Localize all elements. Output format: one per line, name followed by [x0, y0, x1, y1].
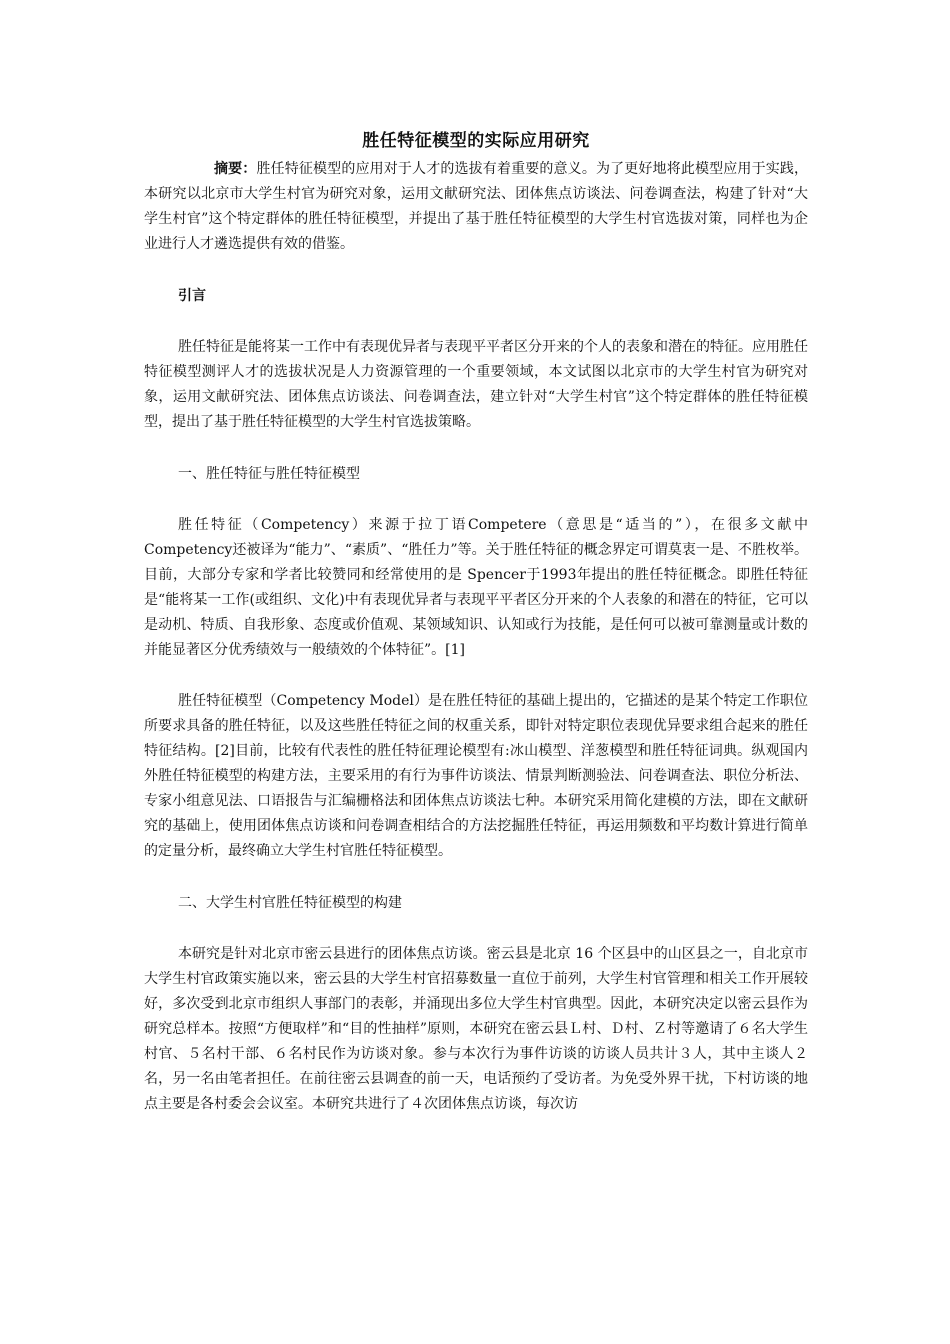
abstract-label: 摘要：	[214, 161, 257, 177]
document-page	[144, 126, 808, 1117]
section1-paragraph-1: 胜任特征（Competency）来源于拉丁语Competere（意思是“适当的”），在很多文献中Competency还被译为“能力”、“素质”、“胜任力”等。关于胜任特征的概念界定可谓莫衷一是、不胜枚举。目前，大部分专家和学者比较赞同和经常使用的是 Spencer于1993年提出的胜任特征概念。即胜任特征是“能将某一工作(或组织、文化)中有表现优异者与表现平平者区分开来的个人表象的和潜在的特征，它可以是动机、特质、自我形象、态度或价值观、某领域知识、认知或行为技能，是任何可以被可靠测量或计数的并能显著区分优秀绩效与一般绩效的个体特征”。[1]	[144, 517, 808, 658]
section1-paragraph-2: 胜任特征模型（Competency Model）是在胜任特征的基础上提出的，它描述的是某个特定工作职位所要求具备的胜任特征，以及这些胜任特征之间的权重关系，即针对特定职位表现优异要求组合起来的胜任特征结构。[2]目前，比较有代表性的胜任特征理论模型有:冰山模型、洋葱模型和胜任特征词典。纵观国内外胜任特征模型的构建方法，主要采用的有行为事件访谈法、情景判断测验法、问卷调查法、职位分析法、专家小组意见法、口语报告与汇编栅格法和团体焦点访谈法七种。本研究采用简化建模的方法，即在文献研究的基础上，使用团体焦点访谈和问卷调查相结合的方法挖掘胜任特征，再运用频数和平均数计算进行简单的定量分析，最终确立大学生村官胜任特征模型。	[144, 693, 808, 859]
section1-heading: 一、胜任特征与胜任特征模型	[178, 466, 360, 482]
section2-paragraph-1: 本研究是针对北京市密云县进行的团体焦点访谈。密云县是北京 16 个区县中的山区县之一，自北京市大学生村官政策实施以来，密云县的大学生村官招募数量一直位于前列，大学生村官管理和相关工作开展较好，多次受到北京市组织人事部门的表彰，并涌现出多位大学生村官典型。因此，本研究决定以密云县作为研究总样本。按照“方便取样”和“目的性抽样”原则，本研究在密云县Ｌ村、Ｄ村、Ｚ村等邀请了６名大学生村官、５名村干部、６名村民作为访谈对象。参与本次行为事件访谈的访谈人员共计３人，其中主谈人２名，另一名由笔者担任。在前往密云县调查的前一天，电话预约了受访者。为免受外界干扰，下村访谈的地点主要是各村委会会议室。本研究共进行了４次团体焦点访谈，每次访	[144, 946, 808, 1112]
section2-heading: 二、大学生村官胜任特征模型的构建	[178, 895, 402, 911]
abstract-paragraph	[144, 157, 808, 257]
intro-paragraph: 胜任特征是能将某一工作中有表现优异者与表现平平者区分开来的个人的表象和潜在的特征。应用胜任特征模型测评人才的选拔状况是人力资源管理的一个重要领域，本文试图以北京市的大学生村官为研究对象，运用文献研究法、团体焦点访谈法、问卷调查法，建立针对“大学生村官”这个特定群体的胜任特征模型，提出了基于胜任特征模型的大学生村官选拔策略。	[144, 339, 808, 430]
abstract-text: 胜任特征模型的应用对于人才的选拔有着重要的意义。为了更好地将此模型应用于实践，本研究以北京市大学生村官为研究对象，运用文献研究法、团体焦点访谈法、问卷调查法，构建了针对“大学生村官”这个特定群体的胜任特征模型，并提出了基于胜任特征模型的大学生村官选拔对策，同样也为企业进行人才遴选提供有效的借鉴。	[144, 161, 809, 252]
document-title: 胜任特征模型的实际应用研究	[362, 131, 590, 151]
intro-heading: 引言	[178, 288, 206, 304]
